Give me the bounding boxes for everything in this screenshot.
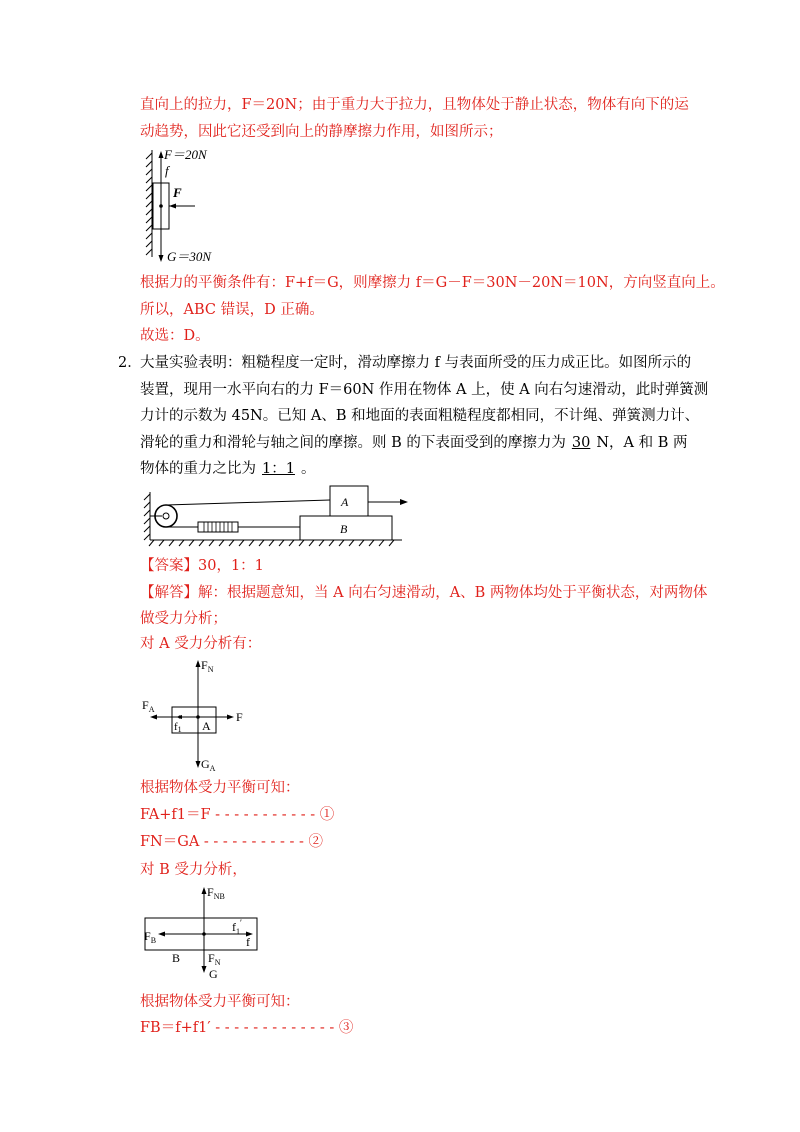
label-F: F [236, 710, 243, 724]
label-FN: F [201, 658, 208, 672]
text-line: 根据物体受力平衡可知： [140, 994, 300, 1010]
label-f1: f [174, 721, 178, 733]
text-line: 做受力分析； [140, 611, 227, 627]
label-f: f [246, 935, 250, 949]
label-FNp: F [208, 951, 215, 965]
label-f: f [165, 163, 169, 178]
text-fragment: 解：根据题意知，当 A 向右匀速滑动，A、B 两物体均处于平衡状态，对两物体 [198, 585, 708, 601]
svg-text:FN [208, 951, 221, 967]
block-A [330, 486, 368, 516]
svg-text:FN [201, 658, 214, 674]
label-FNB-sub: NB [213, 892, 225, 901]
equation-1: FA+f1＝F - - - - - - - - - - - ① [140, 807, 335, 823]
text-line: 直向上的拉力，F＝20N；由于重力大于拉力，且物体处于静止状态，物体有向下的运 [140, 97, 689, 113]
label-B: B [172, 951, 181, 965]
answer-text: 30，1：1 [198, 558, 264, 574]
label-FB-sub: B [150, 936, 157, 945]
svg-text:f1′: $f_1'$ [232, 918, 242, 936]
label-FA: F [142, 698, 149, 712]
label-G: G [209, 967, 218, 981]
answer-blank-1: 30 [571, 435, 591, 451]
svg-text:FA [142, 698, 155, 714]
text-line: 装置，现用一水平向右的力 F＝60N 作用在物体 A 上，使 A 向右匀速滑动，此时弹簧测 [140, 382, 709, 398]
label-B: B [340, 522, 348, 536]
label-f20: F＝20N [164, 147, 207, 162]
wall-hatching [146, 150, 152, 257]
text-line: 根据物体受力平衡可知： [140, 780, 300, 796]
answer-tag: 【答案】 [140, 558, 198, 574]
text-fragment: N，A 和 B 两 [596, 435, 688, 451]
text-fragment: 。 [300, 461, 316, 477]
analysis-tag: 【解答】 [140, 585, 198, 601]
svg-text:FNB [207, 885, 225, 901]
label-g30: G＝30N [167, 249, 212, 264]
answer-line [140, 556, 264, 576]
text-line [140, 459, 315, 479]
text-line: 对 B 受力分析， [140, 862, 247, 878]
svg-text:f1 [174, 721, 182, 734]
label-A: A [202, 719, 211, 733]
text-line: 大量实验表明：粗糙程度一定时，滑动摩擦力 f 与表面所受的压力成正比。如图所示的 [140, 355, 692, 371]
text-line: 对 A 受力分析有： [140, 636, 262, 652]
label-A: A [341, 495, 349, 509]
figure-force-B [140, 882, 270, 982]
answer-blank-2: 1：1 [262, 461, 295, 477]
label-f1p: f [232, 920, 236, 934]
label-FNp-sub: N [214, 958, 221, 967]
equation-2: FN＝GA - - - - - - - - - - - ② [140, 834, 324, 850]
equation-3: FB＝f+f1′ - - - - - - - - - - - - - ③ [140, 1020, 354, 1036]
label-FA-sub: A [148, 705, 155, 714]
label-f1p-sub: 1 [236, 927, 240, 936]
question-number: 2． [118, 355, 142, 371]
text-fragment: 滑轮的重力和滑轮与轴之间的摩擦。则 B 的下表面受到的摩擦力为 [140, 435, 566, 451]
svg-text:FB [144, 929, 156, 945]
label-FNB: F [207, 885, 214, 899]
label-F: F [173, 185, 182, 200]
figure-wall-block [140, 145, 260, 265]
text-line [140, 433, 687, 453]
label-FN-sub: N [207, 665, 214, 674]
svg-text:GA [201, 757, 216, 773]
text-line: 所以，ABC 错误，D 正确。 [140, 302, 324, 318]
text-fragment: 物体的重力之比为 [140, 461, 256, 477]
label-f1-sub: 1 [177, 725, 182, 734]
text-line: 故选：D。 [140, 328, 210, 344]
label-GA: G [201, 757, 210, 771]
figure-force-A [140, 655, 260, 775]
figure-pulley-apparatus [140, 480, 410, 550]
text-line: 力计的示数为 45N。已知 A、B 和地面的表面粗糙程度都相同，不计绳、弹簧测力计、 [140, 408, 700, 424]
label-FB: F [144, 929, 151, 943]
text-line: 动趋势，因此它还受到向上的静摩擦力作用，如图所示； [140, 124, 503, 140]
text-line: 根据力的平衡条件有：F+f＝G，则摩擦力 f＝G－F＝30N－20N＝10N，方向竖直向上。 [140, 275, 725, 291]
label-GA-sub: A [209, 764, 216, 773]
analysis-line [140, 583, 707, 603]
